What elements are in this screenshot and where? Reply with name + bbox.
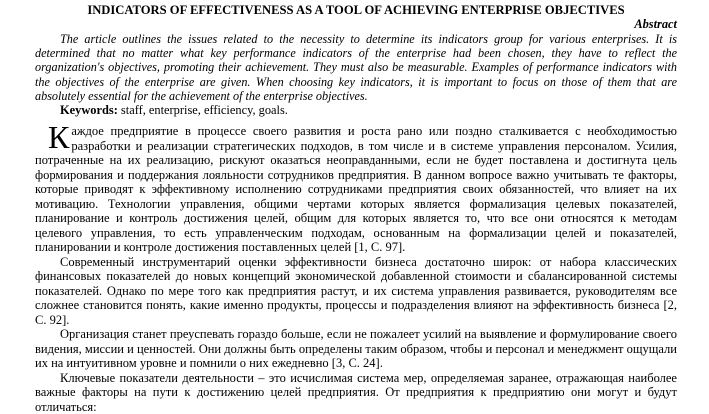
paragraph-1 [35,119,677,255]
keywords-text: staff, enterprise, efficiency, goals. [117,103,288,118]
keywords-label: Keywords: [60,103,118,118]
keywords-line [35,103,677,117]
dropcap-letter: К [48,119,70,156]
paragraph-2: Современный инструментарий оценки эффективности бизнеса достаточно широк: от набора классических финансовых показателей до новых концепций экономической добавленной стоимости и сбалансированной системы показателей. Однако по мере того как предприятия растут, и их система управления развивается, руководителям все сложнее становится понять, какие именно продукты, процессы и подразделения влияют на эффективность бизнеса [2, С. 92]. [35,254,677,327]
paragraph-1-text: аждое предприятие в процессе своего развития и роста рано или поздно сталкивается с необходимостью разработки и реализации стратегических подходов, в том числе и в системе управления персоналом. Усилия, потраченные на их реализацию, рискуют оказаться неоправданными, если не будет поставлена и достигнута цель формирования и поддержания лояльности сотрудников предприятия. В данном вопросе важно учитывать те факторы, которые приводят к эффективному исполнению сотрудниками предприятия своих обязанностей, что влияет на их мотивацию. Технологии управления, общими чертами которых является формализация целевых показателей, планирование и контроль достижения целей, общим для которых является то, что все они относятся к методам целевого управления, то есть управленческим подходам, основанным на формализации целей и показателей, планировании и контроле достижения поставленных целей [1, С. 97]. [35,124,677,255]
abstract-label: Abstract [634,17,677,31]
page-title: INDICATORS OF EFFECTIVENESS AS A TOOL OF ACHIEVING ENTERPRISE OBJECTIVES [87,3,625,17]
abstract-text: The article outlines the issues related to the necessity to determine its indicators group for various enterprises. It is determined that no matter what key performance indicators of the enterprise had been chosen, they have to reflect the organization's objectives, promoting their achievement. They must also be measurable. Examples of performance indicators with the objectives of the enterprise are given. When choosing key indicators, it is important to focus on those of them that are absolutely essential for the achievement of the enterprise objectives. [35,32,677,103]
paragraph-3: Организация станет преуспевать гораздо больше, если не пожалеет усилий на выявление и формулирование своего видения, миссии и ценностей. Они должны быть определены таким образом, чтобы и персонал и менеджмент ощущали их на интуитивном уровне и помнили о них ежедневно [3, С. 24]. [35,327,677,371]
article-body [35,119,677,414]
paragraph-4: Ключевые показатели деятельности – это исчислимая система мер, определяемая заранее, отражающая наиболее важные факторы на пути к достижению целей предприятия. От предприятия к предприятию они могут и будут отличаться: [35,370,677,414]
